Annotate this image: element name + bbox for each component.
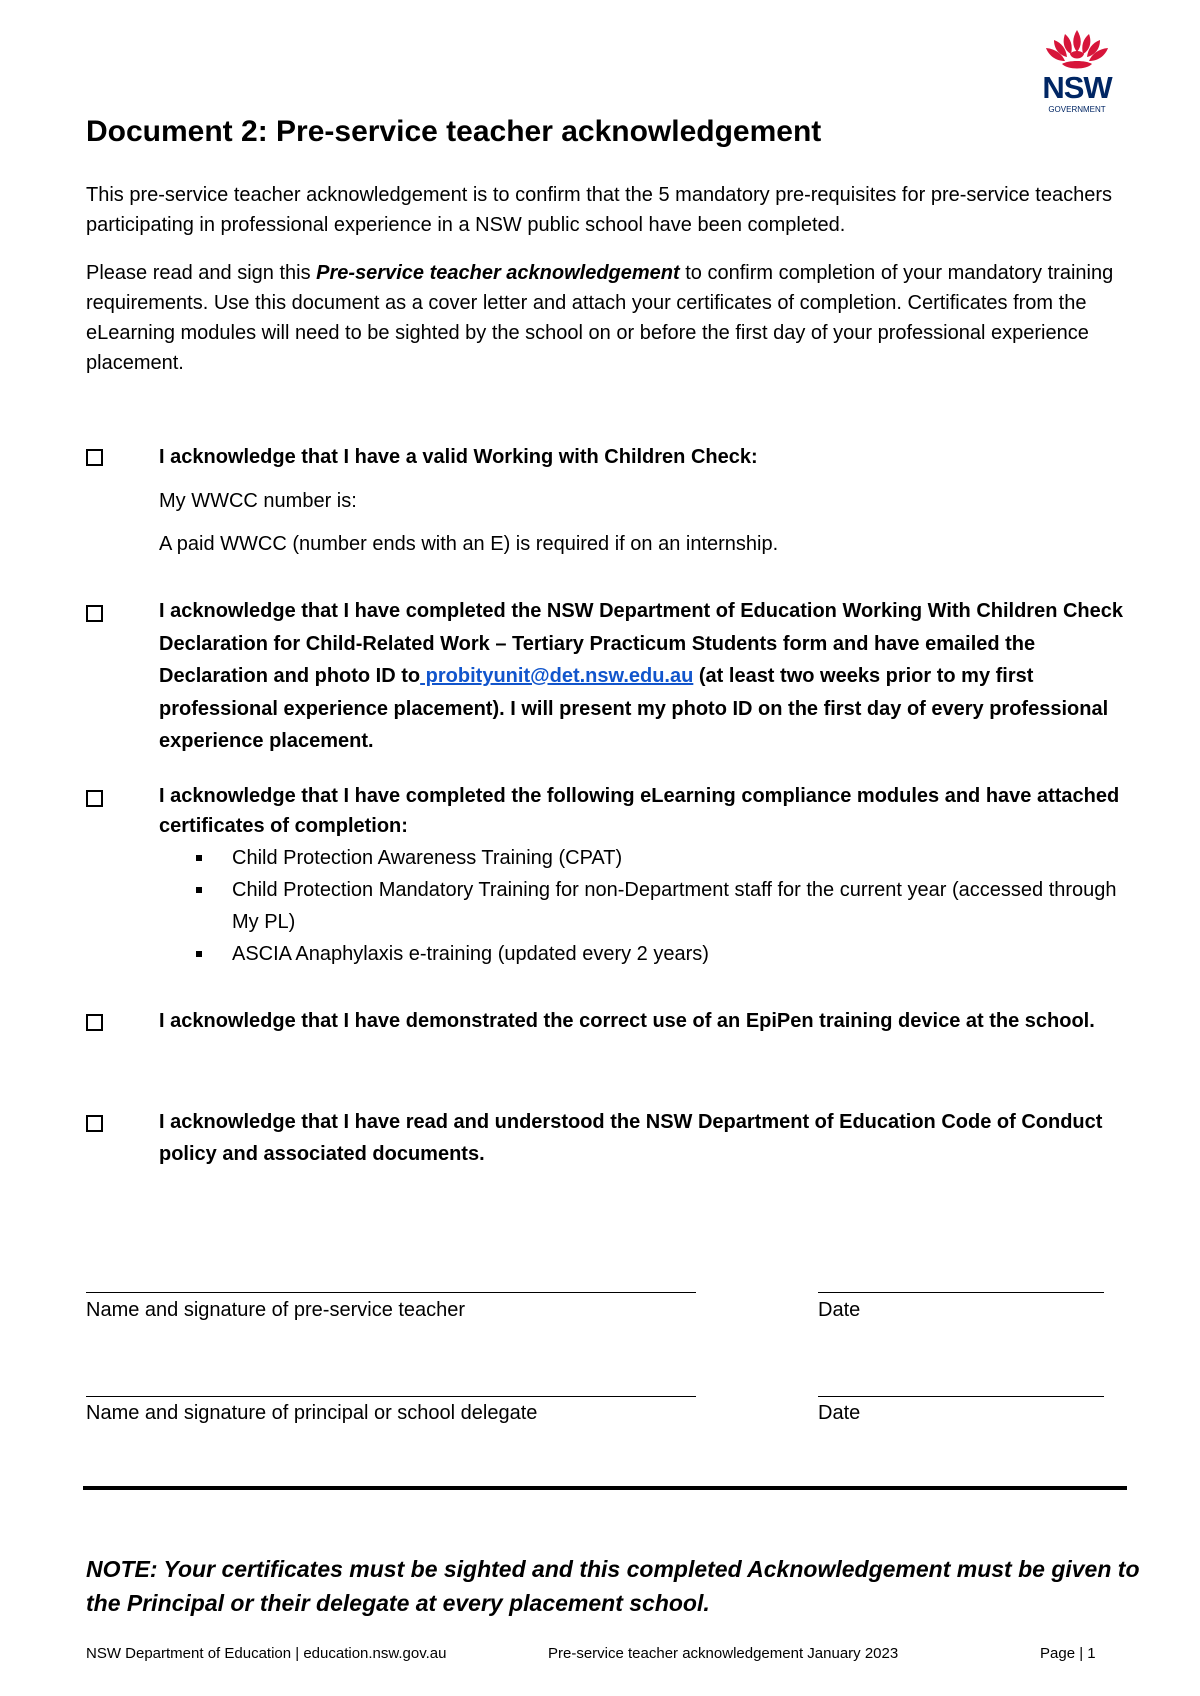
elearning-item <box>159 781 1129 841</box>
footer-left: NSW Department of Education | education.nsw.gov.au <box>86 1645 447 1662</box>
instructions-paragraph <box>86 258 1126 378</box>
list-item <box>159 874 1119 938</box>
code-of-conduct-checkbox[interactable] <box>86 1115 103 1132</box>
module-label: ASCIA Anaphylaxis e-training (updated every 2 years) <box>232 943 709 965</box>
elearning-checkbox[interactable] <box>86 790 103 807</box>
teacher-date-line[interactable] <box>818 1292 1104 1293</box>
section-divider <box>83 1486 1127 1490</box>
declaration-text-after: (at least two weeks prior to my first professional experience placement). I will present my photo ID on the first day of every professional experience placement. <box>159 665 1109 752</box>
principal-date-label: Date <box>818 1402 861 1424</box>
wwcc-checkbox[interactable] <box>86 449 103 466</box>
epipen-item <box>159 1005 1129 1037</box>
teacher-signature-label: Name and signature of pre-service teacher <box>86 1299 466 1321</box>
declaration-item <box>159 595 1129 758</box>
bullet-icon <box>196 855 202 861</box>
module-label: Child Protection Mandatory Training for non-Department staff for the current year (accessed through My PL) <box>232 879 1117 933</box>
document-title: Document 2: Pre-service teacher acknowledgement <box>86 115 822 148</box>
module-label: Child Protection Awareness Training (CPAT) <box>232 847 623 869</box>
waratah-icon <box>1032 28 1122 74</box>
principal-signature-line[interactable] <box>86 1396 696 1397</box>
code-of-conduct-heading: I acknowledge that I have read and understood the NSW Department of Education Code of Conduct policy and associated documents. <box>159 1111 1103 1165</box>
important-note: NOTE: Your certificates must be sighted and this completed Acknowledgement must be given to the Principal or their delegate at every placement school. <box>86 1556 1140 1616</box>
principal-signature-label: Name and signature of principal or school delegate <box>86 1402 538 1424</box>
wwcc-number-label: My WWCC number is: <box>159 490 357 512</box>
teacher-signature-line[interactable] <box>86 1292 696 1293</box>
logo-wordmark: NSW <box>1042 70 1112 105</box>
probity-email-link[interactable]: probityunit@det.nsw.edu.au <box>420 665 694 687</box>
instructions-text-after: to confirm completion of your mandatory training requirements. Use this document as a cover letter and attach your certificates of completion. Certificates from the eLearning modules will need to be sighted by the school on or before the first day of your professional experience placement. <box>86 262 1114 374</box>
code-of-conduct-item <box>159 1106 1129 1170</box>
instructions-emphasis: Pre-service teacher acknowledgement <box>316 262 680 284</box>
epipen-checkbox[interactable] <box>86 1014 103 1031</box>
principal-date-line[interactable] <box>818 1396 1104 1397</box>
footer-center: Pre-service teacher acknowledgement January 2023 <box>548 1645 899 1662</box>
logo-subtitle: GOVERNMENT <box>1048 105 1106 114</box>
elearning-heading: I acknowledge that I have completed the following eLearning compliance modules and have attached certificates of completion: <box>159 785 1120 837</box>
elearning-module-list <box>159 842 1119 970</box>
wwcc-note: A paid WWCC (number ends with an E) is required if on an internship. <box>159 533 779 555</box>
declaration-checkbox[interactable] <box>86 605 103 622</box>
wwcc-heading: I acknowledge that I have a valid Working with Children Check: <box>159 446 758 468</box>
nsw-government-logo <box>1032 28 1122 118</box>
instructions-text-before: Please read and sign this <box>86 262 317 284</box>
list-item <box>159 938 1119 970</box>
footer-page-number: Page | 1 <box>1040 1645 1096 1662</box>
wwcc-item <box>159 441 1129 473</box>
bullet-icon <box>196 951 202 957</box>
teacher-date-label: Date <box>818 1299 861 1321</box>
intro-paragraph: This pre-service teacher acknowledgement is to confirm that the 5 mandatory pre-requisites for pre-service teachers participating in professional experience in a NSW public school have been completed. <box>86 184 1113 236</box>
list-item <box>159 842 1119 874</box>
bullet-icon <box>196 887 202 893</box>
declaration-text-before: I acknowledge that I have completed the NSW Department of Education Working With Children Check Declaration for Child-Related Work – Tertiary Practicum Students form and have emailed the Declaration and photo ID to <box>159 600 1124 687</box>
epipen-heading: I acknowledge that I have demonstrated the correct use of an EpiPen training device at the school. <box>159 1010 1095 1032</box>
